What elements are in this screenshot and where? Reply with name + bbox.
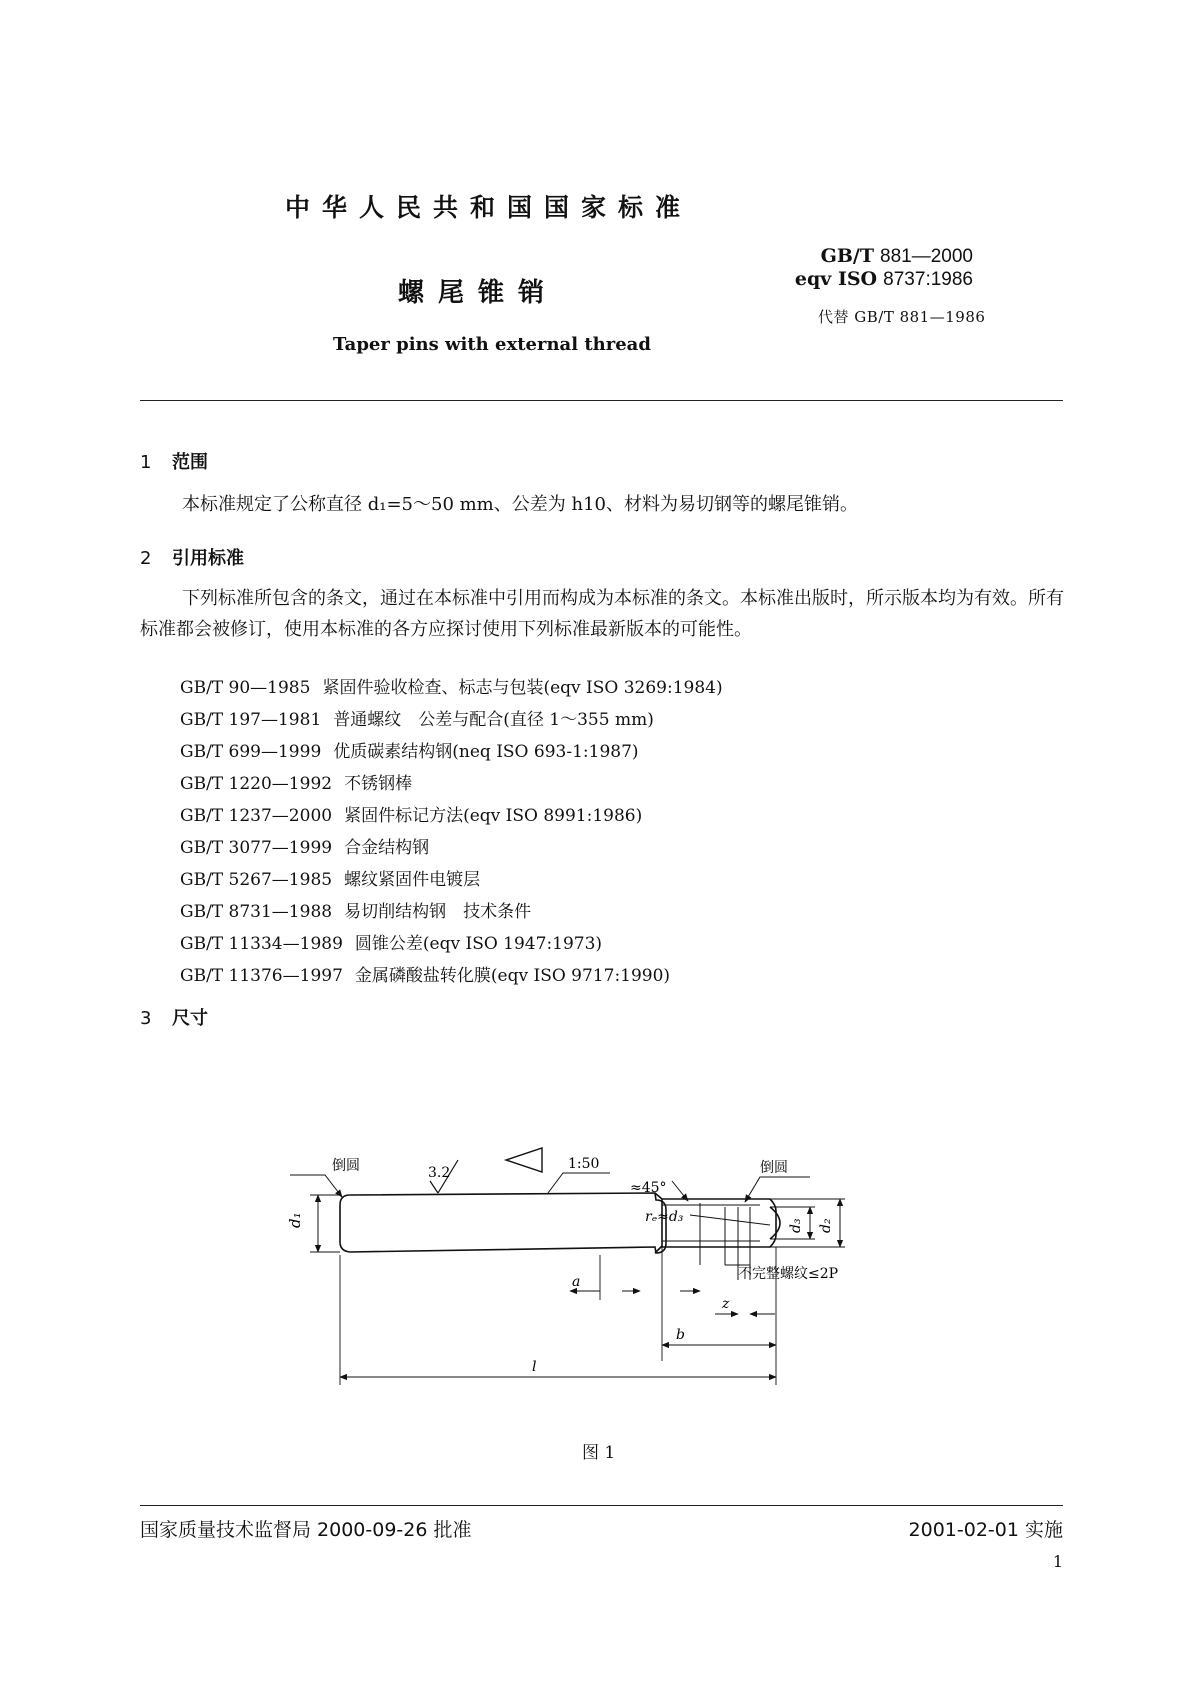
reference-list [180, 672, 723, 992]
reference-item [180, 800, 723, 832]
taper-label: 1:50 [568, 1156, 600, 1172]
dim-d3-label: d₃ [788, 1218, 804, 1233]
standard-prefix: GB/T [820, 245, 874, 267]
reference-code: GB/T 11334—1989 [180, 934, 343, 954]
reference-item [180, 896, 723, 928]
standard-title-cn: 螺尾锥销 [398, 278, 559, 308]
reference-code: GB/T 699—1999 [180, 742, 322, 762]
header-divider [140, 400, 1063, 401]
standard-title-en: Taper pins with external thread [333, 334, 651, 355]
incomplete-thread-label: 不完整螺纹≤2P [738, 1266, 839, 1282]
dim-z-label: z [722, 1296, 730, 1312]
chamfer-left-label: 倒圆 [332, 1158, 360, 1174]
taper-symbol [506, 1148, 542, 1172]
section-3-title: 尺寸 [172, 1008, 208, 1029]
section-1-number: 1 [140, 452, 152, 473]
equivalent-standard [795, 268, 973, 291]
reference-title: 普通螺纹 公差与配合(直径 1～355 mm) [333, 710, 654, 730]
reference-code: GB/T 11376—1997 [180, 966, 343, 986]
reference-item [180, 672, 723, 704]
reference-title: 圆锥公差(eqv ISO 1947:1973) [354, 934, 603, 954]
reference-title: 不锈钢棒 [344, 774, 413, 794]
effective-date-text: 2001-02-01 实施 [908, 1519, 1063, 1541]
dim-a-label: a [572, 1274, 581, 1290]
chamfer-right-label: 倒圆 [760, 1160, 788, 1176]
section-1-title: 范围 [172, 452, 208, 473]
reference-title: 紧固件标记方法(eqv ISO 8991:1986) [344, 806, 643, 826]
reference-item [180, 864, 723, 896]
reference-item [180, 736, 723, 768]
standard-number [795, 245, 973, 268]
dim-l-label: l [532, 1359, 537, 1375]
section-1-heading [140, 448, 208, 474]
reference-code: GB/T 197—1981 [180, 710, 322, 730]
dim-b-label: b [676, 1327, 685, 1343]
reference-code: GB/T 1220—1992 [180, 774, 333, 794]
reference-code: GB/T 5267—1985 [180, 870, 333, 890]
section-3-number: 3 [140, 1008, 152, 1029]
reference-title: 合金结构钢 [344, 838, 430, 858]
reference-title: 优质碳素结构钢(neq ISO 693-1:1987) [333, 742, 639, 762]
reference-title: 紧固件验收检查、标志与包装(eqv ISO 3269:1984) [322, 678, 723, 698]
reference-code: GB/T 3077—1999 [180, 838, 333, 858]
equivalent-number: 8737:1986 [883, 269, 973, 290]
pin-round-end [770, 1207, 780, 1239]
dim-d1-label: d₁ [286, 1212, 304, 1228]
reference-item [180, 768, 723, 800]
approval-text: 国家质量技术监督局 2000-09-26 批准 [140, 1519, 472, 1541]
section-2-body: 下列标准所包含的条文，通过在本标准中引用而构成为本标准的条文。本标准出版时，所示版本均为有效。所有标准都会被修订，使用本标准的各方应探讨使用下列标准最新版本的可能性。 [140, 588, 1064, 640]
section-1-body: 本标准规定了公称直径 d₁=5～50 mm、公差为 h10、材料为易切钢等的螺尾锥销。 [182, 494, 858, 515]
radius-label: rₑ≈d₃ [645, 1209, 684, 1225]
national-standard-heading: 中华人民共和国国家标准 [285, 193, 693, 222]
footer-divider [140, 1505, 1063, 1506]
reference-item [180, 928, 723, 960]
reference-code: GB/T 1237—2000 [180, 806, 333, 826]
roughness-label: 3.2 [428, 1165, 451, 1181]
reference-title: 金属磷酸盐转化膜(eqv ISO 9717:1990) [354, 966, 671, 986]
section-2-title: 引用标准 [172, 548, 244, 569]
angle-label: ≈45° [630, 1180, 667, 1196]
reference-title: 螺纹紧固件电镀层 [344, 870, 481, 890]
reference-code: GB/T 8731—1988 [180, 902, 333, 922]
standard-number-block [795, 245, 973, 291]
reference-title: 易切削结构钢 技术条件 [344, 902, 532, 922]
figure-caption: 图 1 [582, 1443, 616, 1463]
standard-number-value: 881—2000 [880, 246, 973, 267]
taper-pin-drawing [270, 1115, 950, 1395]
section-2-number: 2 [140, 548, 152, 569]
section-2-heading [140, 544, 244, 570]
equivalent-prefix: eqv ISO [794, 268, 878, 290]
reference-code: GB/T 90—1985 [180, 678, 311, 698]
replaces-standard: 代替 GB/T 881—1986 [818, 308, 986, 326]
dim-d2-label: d₂ [818, 1218, 834, 1233]
reference-item [180, 704, 723, 736]
section-3-heading [140, 1004, 208, 1030]
page-number: 1 [1052, 1552, 1063, 1571]
pin-body-outline [340, 1193, 666, 1253]
reference-item [180, 832, 723, 864]
reference-item [180, 960, 723, 992]
